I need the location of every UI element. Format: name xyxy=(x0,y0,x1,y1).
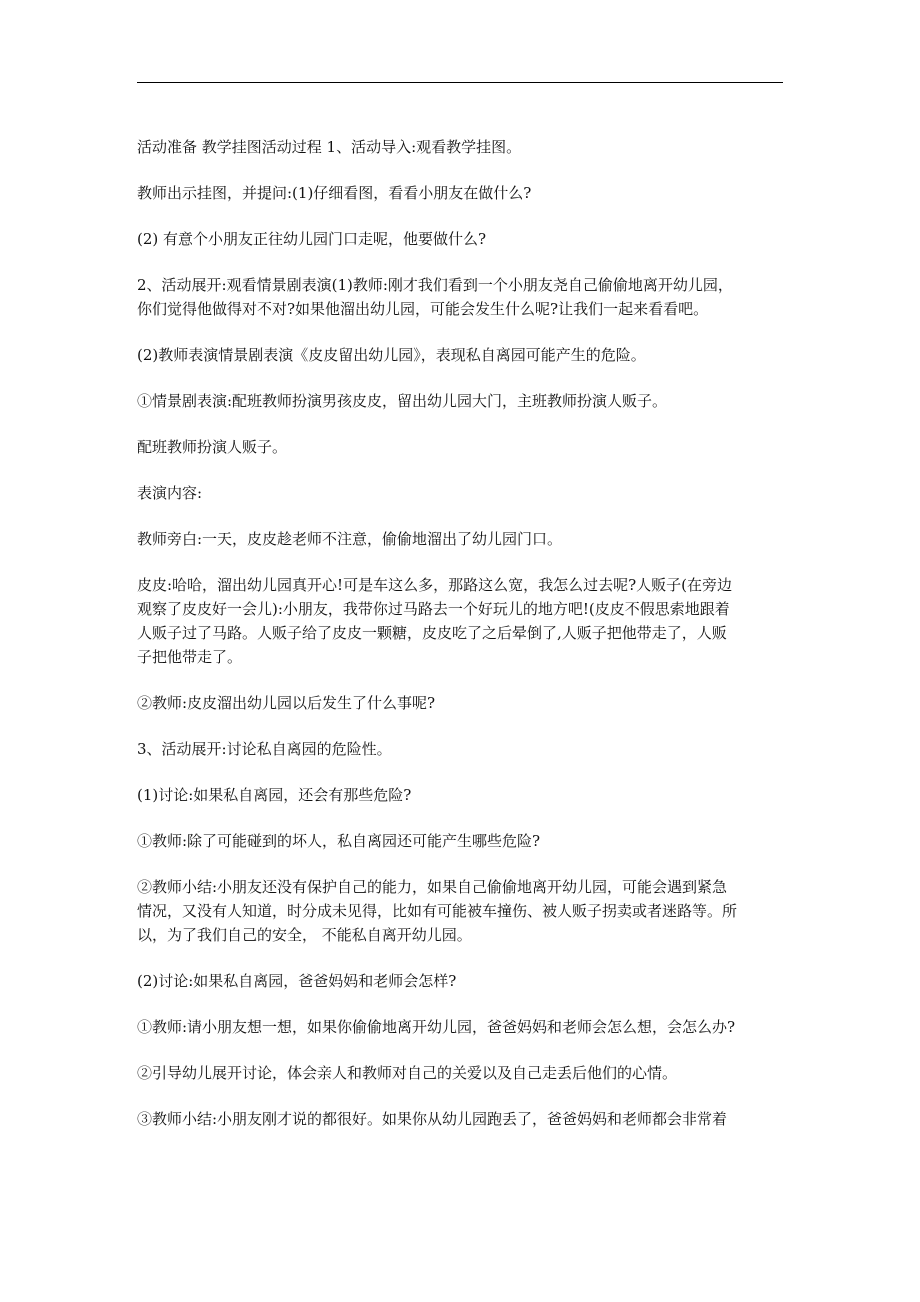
paragraph xyxy=(137,1107,787,1131)
paragraph-line: (2)讨论:如果私自离园，爸爸妈妈和老师会怎样? xyxy=(137,972,457,990)
paragraph xyxy=(137,135,787,159)
paragraph xyxy=(137,527,787,551)
paragraph xyxy=(137,573,787,669)
paragraph-line: 以，为了我们自己的安全， 不能私自离开幼儿园。 xyxy=(137,926,472,944)
paragraph xyxy=(137,435,787,459)
paragraph xyxy=(137,481,787,505)
header-rule xyxy=(137,82,783,83)
paragraph-line: ①情景剧表演:配班教师扮演男孩皮皮，留出幼儿园大门，主班教师扮演人贩子。 xyxy=(137,392,668,410)
paragraph-line: 表演内容: xyxy=(137,484,203,502)
paragraph-line: 配班教师扮演人贩子。 xyxy=(137,438,288,456)
paragraph-line: 教师旁白:一天，皮皮趁老师不注意，偷偷地溜出了幼儿园门口。 xyxy=(137,530,563,548)
paragraph-line: (1)讨论:如果私自离园，还会有那些危险? xyxy=(137,786,412,804)
paragraph-line: 观察了皮皮好一会儿):小朋友，我带你过马路去一个好玩儿的地方吧!(皮皮不假思索地跟着 xyxy=(137,600,730,618)
paragraph-line: (2) 有意个小朋友正往幼儿园门口走呢，他要做什么? xyxy=(137,230,487,248)
paragraph xyxy=(137,969,787,993)
paragraph xyxy=(137,273,787,321)
paragraph-line: (2)教师表演情景剧表演《皮皮留出幼儿园》，表现私自离园可能产生的危险。 xyxy=(137,346,646,364)
paragraph xyxy=(137,783,787,807)
paragraph xyxy=(137,829,787,853)
paragraph xyxy=(137,875,787,947)
paragraph-line: 活动准备 教学挂图活动过程 1、活动导入:观看教学挂图。 xyxy=(137,138,522,156)
paragraph-line: 你们觉得他做得对不对?如果他溜出幼儿园，可能会发生什么呢?让我们一起来看看吧。 xyxy=(137,300,709,318)
paragraph xyxy=(137,1015,787,1039)
paragraph-line: 情况，又没有人知道，时分成未见得，比如有可能被车撞伤、被人贩子拐卖或者迷路等。所 xyxy=(137,902,738,920)
paragraph-line: 3、活动展开:讨论私自离园的危险性。 xyxy=(137,740,392,758)
paragraph-line: ③教师小结:小朋友刚才说的都很好。如果你从幼儿园跑丢了，爸爸妈妈和老师都会非常着 xyxy=(137,1110,728,1128)
paragraph-line: 皮皮:哈哈，溜出幼儿园真开心!可是车这么多，那路这么宽，我怎么过去呢?人贩子(在旁边 xyxy=(137,576,732,594)
paragraph-line: ②引导幼儿展开讨论，体会亲人和教师对自己的关爱以及自己走丢后他们的心情。 xyxy=(137,1064,678,1082)
paragraph-line: ①教师:除了可能碰到的坏人，私自离园还可能产生哪些危险? xyxy=(137,832,541,850)
paragraph xyxy=(137,343,787,367)
paragraph-line: 人贩子过了马路。人贩子给了皮皮一颗糖，皮皮吃了之后晕倒了,人贩子把他带走了，人贩 xyxy=(137,624,727,642)
paragraph xyxy=(137,691,787,715)
paragraph-line: ②教师:皮皮溜出幼儿园以后发生了什么事呢? xyxy=(137,694,436,712)
paragraph xyxy=(137,389,787,413)
paragraph-line: 2、活动展开:观看情景剧表演(1)教师:刚才我们看到一个小朋友尧自己偷偷地离开幼儿园， xyxy=(137,276,733,294)
paragraph-line: 教师出示挂图，并提问:(1)仔细看图，看看小朋友在做什么? xyxy=(137,184,532,202)
paragraph xyxy=(137,181,787,205)
paragraph xyxy=(137,737,787,761)
paragraph-line: ①教师:请小朋友想一想，如果你偷偷地离开幼儿园，爸爸妈妈和老师会怎么想，会怎么办? xyxy=(137,1018,736,1036)
paragraph xyxy=(137,1061,787,1085)
document-body xyxy=(137,135,787,1153)
paragraph xyxy=(137,227,787,251)
paragraph-line: ②教师小结:小朋友还没有保护自己的能力，如果自己偷偷地离开幼儿园，可能会遇到紧急 xyxy=(137,878,728,896)
paragraph-line: 子把他带走了。 xyxy=(137,648,243,666)
